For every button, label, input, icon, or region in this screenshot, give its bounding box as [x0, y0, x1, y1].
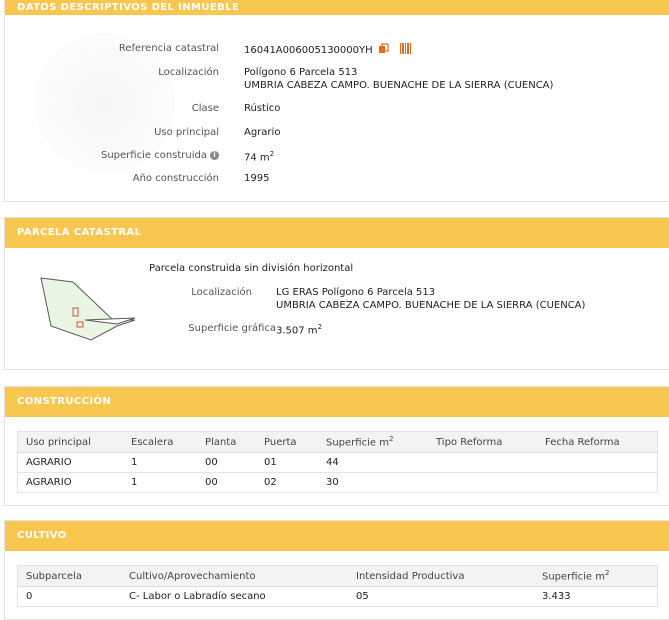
cell: C- Labor o Labradío secano — [121, 587, 348, 607]
cultivo-table — [17, 565, 658, 607]
parcela-superficie-sup: 2 — [317, 323, 323, 331]
cell: 1 — [123, 473, 197, 493]
superficie-label-wrap — [19, 150, 219, 161]
table-header-row — [18, 566, 658, 587]
referencia-label: Referencia catastral — [118, 43, 219, 54]
parcela-subtitle: Parcela construida sin división horizontal — [149, 263, 354, 274]
panel-cultivo — [4, 520, 669, 620]
parcela-superficie-number: 3.507 m — [276, 325, 318, 337]
parcela-superficie-value — [276, 323, 322, 336]
localizacion-line1: Polígono 6 Parcela 513 — [244, 67, 358, 78]
parcela-localizacion-line2: UMBRIA CABEZA CAMPO. BUENACHE DE LA SIERRA (CUENCA) — [276, 300, 586, 311]
cell: 44 — [318, 453, 428, 473]
uso-label: Uso principal — [154, 127, 219, 138]
superficie-sup: 2 — [269, 150, 275, 158]
referencia-value — [244, 43, 412, 57]
panel-datos-descriptivos — [4, 0, 669, 202]
construccion-table — [17, 431, 658, 493]
cell: 00 — [197, 473, 256, 493]
clase-value: Rústico — [244, 103, 281, 114]
cell: AGRARIO — [18, 473, 124, 493]
col-header: Cultivo/Aprovechamiento — [121, 566, 348, 587]
col-header: Subparcela — [18, 566, 122, 587]
panel-construccion — [4, 386, 669, 506]
barcode-icon[interactable] — [400, 43, 412, 57]
cell — [537, 453, 658, 473]
col-header: Intensidad Productiva — [348, 566, 534, 587]
parcela-superficie-label: Superficie gráfica — [188, 323, 276, 334]
col-header: Escalera — [123, 432, 197, 453]
table-row — [18, 453, 658, 473]
col-header: Uso principal — [18, 432, 124, 453]
cell: 3.433 — [534, 587, 658, 607]
col-header-text: Superficie m — [326, 437, 389, 449]
cell: 01 — [256, 453, 318, 473]
col-header: Planta — [197, 432, 256, 453]
col-header-sup: 2 — [388, 435, 394, 444]
panel-title: DATOS DESCRIPTIVOS DEL INMUEBLE — [5, 0, 669, 15]
copy-icon[interactable] — [378, 43, 389, 57]
table-row — [18, 587, 658, 607]
parcel-shape-icon — [39, 274, 143, 346]
col-header-text: Superficie m — [542, 571, 605, 583]
cell — [428, 473, 537, 493]
clase-label: Clase — [191, 103, 219, 114]
col-header-superficie — [318, 432, 428, 453]
panel-title: CULTIVO — [5, 521, 669, 551]
panel-parcela-catastral — [4, 217, 669, 370]
uso-value: Agrario — [244, 127, 281, 138]
table-header-row — [18, 432, 658, 453]
cell: 05 — [348, 587, 534, 607]
cell: 00 — [197, 453, 256, 473]
superficie-value — [244, 150, 274, 163]
parcela-localizacion-line1: LG ERAS Polígono 6 Parcela 513 — [276, 287, 436, 298]
info-icon[interactable]: i — [210, 151, 219, 160]
cell: 0 — [18, 587, 122, 607]
anio-value: 1995 — [244, 173, 270, 184]
table-row — [18, 473, 658, 493]
cell — [537, 473, 658, 493]
col-header: Fecha Reforma — [537, 432, 658, 453]
cell: 1 — [123, 453, 197, 473]
superficie-number: 74 m — [244, 152, 270, 164]
referencia-text: 16041A006005130000YH — [244, 45, 373, 56]
parcel-map-thumbnail[interactable] — [39, 274, 143, 346]
panel-title: CONSTRUCCIÓN — [5, 387, 669, 417]
cell: 02 — [256, 473, 318, 493]
anio-label: Año construcción — [132, 173, 219, 184]
col-header-sup: 2 — [604, 569, 610, 578]
col-header: Puerta — [256, 432, 318, 453]
cell: AGRARIO — [18, 453, 124, 473]
cell — [428, 453, 537, 473]
col-header-superficie — [534, 566, 658, 587]
localizacion-line2: UMBRIA CABEZA CAMPO. BUENACHE DE LA SIERRA (CUENCA) — [244, 80, 554, 91]
parcela-localizacion-label: Localización — [191, 287, 252, 298]
cell: 30 — [318, 473, 428, 493]
col-header: Tipo Reforma — [428, 432, 537, 453]
superficie-label: Superficie construida — [101, 150, 207, 161]
panel-title: PARCELA CATASTRAL — [5, 218, 669, 248]
localizacion-label: Localización — [158, 67, 219, 78]
